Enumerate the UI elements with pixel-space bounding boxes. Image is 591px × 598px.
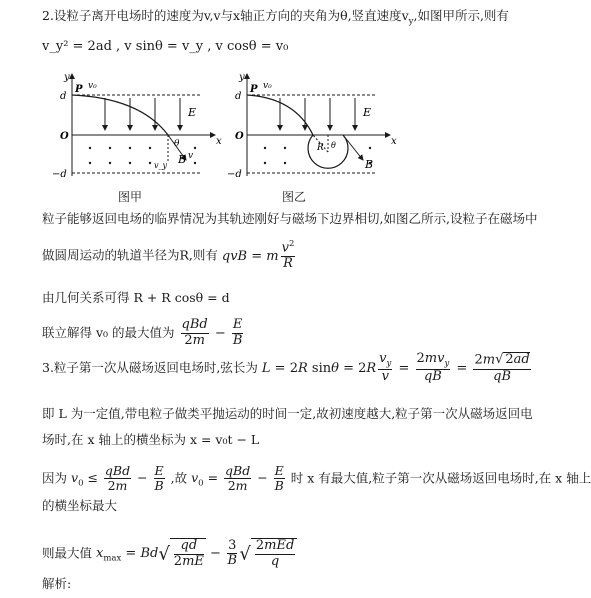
paragraph-10: 的横坐标最大 [42, 498, 118, 513]
p9c: 时 x 有最大值,粒子第一次从磁场返回电场时,在 x 轴上 [290, 470, 591, 486]
paragraph-1 [42, 10, 509, 26]
p1-sub: y [408, 16, 414, 27]
fig2-p: P [250, 84, 258, 95]
fig2-x: x [391, 136, 397, 147]
fig1-p: P [75, 84, 83, 95]
equation-1 [42, 40, 288, 53]
p9a: 因为 [42, 470, 68, 486]
fig2-o: O [235, 131, 244, 142]
p3-formula: qvB = m $\frac{v^2}{R}$ [221, 239, 295, 272]
fig1-d: d [60, 91, 67, 102]
fig2-y: y [239, 72, 245, 83]
fig2-theta: θ [331, 141, 336, 150]
p9b: ,故 [170, 470, 188, 486]
p11-formula: $x_{max} = Bd√$ $\frac{qd}{2mE}$ − $\frac{3}{B}$ √ $\frac{\text{2mEd}}{q}$ [96, 546, 297, 561]
paragraph-11 [42, 538, 297, 570]
figure-jia [50, 68, 230, 183]
p1-tail: ,如图甲所示,则有 [413, 8, 509, 23]
fig1-v0: v₀ [88, 81, 97, 91]
fig1-b: B [178, 153, 187, 166]
fig2-e: E [363, 106, 372, 119]
figure-yi-caption: 图乙 [282, 190, 307, 204]
fig1-x: x [216, 136, 222, 147]
p11-text: 则最大值 [42, 545, 93, 561]
fig1-v: v [188, 151, 194, 161]
paragraph-8: 场时,在 x 轴上的横坐标为 x = v₀t − L [42, 432, 260, 447]
fig1-theta: θ [174, 139, 180, 149]
equation-1-text: v_y² = 2ad , v sinθ = v_y , v cosθ = v₀ [42, 39, 289, 54]
fig1-o: O [60, 131, 69, 142]
p3-text: 做圆周运动的轨道半径为R,则有 [42, 247, 218, 263]
p6-text: 3.粒子第一次从磁场返回电场时,弦长为 [42, 360, 258, 376]
p6-formula: L = 2R sinθ = 2R $\frac{v_y}{v}$ = $\frac{2mv_y}{qB}$ = $\frac{2m√ 2ad}{qB}$ [261, 351, 530, 385]
paragraph-3 [42, 240, 297, 272]
fig2-b: B [365, 158, 374, 171]
fig2-d: d [235, 91, 242, 102]
fig2-v0: v₀ [263, 81, 272, 91]
paragraph-4: 由几何关系可得 R + R cosθ = d [42, 290, 230, 305]
paragraph-7: 即 L 为一定值,带电粒子做类平抛运动的时间一定,故初速度越大,粒子第一次从磁场返回电 [42, 406, 533, 421]
p5-formula: $\frac{\text{qBd}}{2m}$ − $\frac{E}{B}$ [181, 317, 243, 348]
fig1-vy: v_y [154, 161, 168, 170]
paragraph-6 [42, 352, 533, 385]
fig1-y: y [64, 72, 70, 83]
fig1-e: E [188, 106, 197, 119]
figure-yi [225, 68, 405, 183]
fig1-neg-d: −d [52, 169, 67, 180]
figure-jia-caption: 图甲 [118, 190, 143, 204]
p9-formula-2: $v_0$ = $\frac{\text{qBd}}{2m}$ − $\frac{E}{B}$ [191, 463, 284, 494]
p9-formula-1: $v_0$ ≤ $\frac{\text{qBd}}{2m}$ − $\frac{E}{B}$ [71, 463, 164, 494]
p5-text: 联立解得 v₀ 的最大值为 [42, 324, 175, 340]
paragraph-2: 粒子能够返回电场的临界情况为其轨迹刚好与磁场下边界相切,如图乙所示,设粒子在磁场中 [42, 211, 538, 226]
paragraph-12: 解析: [42, 576, 72, 591]
fig2-neg-d: −d [227, 169, 242, 180]
p1-text: 2.设粒子离开电场时的速度为v,v与x轴正方向的夹角为θ,竖直速度v [42, 8, 409, 23]
paragraph-9 [42, 464, 591, 494]
paragraph-5 [42, 318, 245, 349]
fig2-r: R [317, 143, 324, 153]
